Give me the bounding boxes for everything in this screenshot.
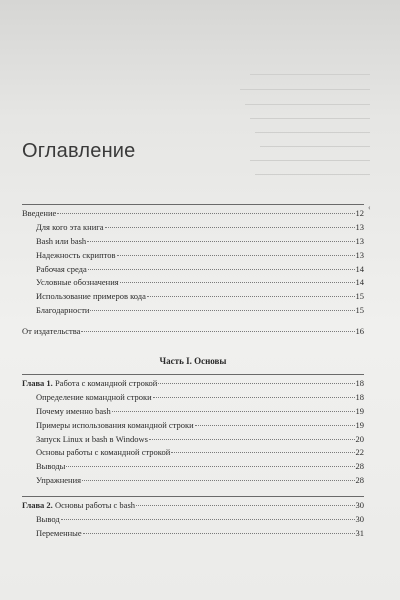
toc-entry[interactable] [22, 291, 364, 305]
toc-chapter-1[interactable] [22, 378, 364, 392]
toc-entry-page: 16 [355, 326, 364, 337]
toc-entry-label: Почему именно bash [36, 405, 111, 416]
bleed-through-line [255, 174, 370, 175]
divider [22, 204, 364, 205]
toc-entry-page: 12 [355, 208, 364, 218]
chapter-title: Работа с командной строкой [54, 378, 158, 389]
toc-entry[interactable] [22, 277, 364, 291]
leader-dots [61, 519, 355, 520]
leader-dots [112, 411, 355, 412]
leader-dots [81, 331, 354, 332]
toc-entry-page: 13 [355, 249, 364, 260]
toc-entry-page: 20 [355, 433, 364, 444]
toc-entry-label: Использование примеров кода [36, 291, 146, 302]
toc-entry-label: Вывод [36, 514, 60, 525]
toc-entry-page: 22 [355, 447, 364, 458]
leader-dots [82, 480, 354, 481]
spacer [22, 489, 364, 496]
toc-entry[interactable] [22, 420, 364, 434]
toc-entry-label: Запуск Linux и bash в Windows [36, 433, 148, 444]
toc-entry-publisher[interactable] [22, 326, 364, 340]
toc-entry-label: Bash или bash [36, 235, 87, 246]
bleed-through-line [245, 104, 370, 105]
part-heading: Часть I. Основы [159, 356, 227, 367]
leader-dots [136, 505, 354, 506]
toc-entry-label: Выводы [36, 461, 66, 472]
leader-dots [147, 296, 355, 297]
toc-entry-label: Переменные [36, 527, 82, 538]
toc-entry-page: 15 [355, 291, 364, 302]
toc-entry[interactable] [22, 236, 364, 250]
toc-entry-page: 18 [355, 391, 364, 402]
leader-dots [120, 282, 355, 283]
table-of-contents [22, 204, 364, 542]
bleed-through-line [260, 146, 370, 147]
toc-entry-label: Введение [22, 208, 57, 218]
leader-dots [87, 241, 354, 242]
toc-entry[interactable] [22, 264, 364, 278]
toc-entry-page: 14 [355, 277, 364, 288]
toc-entry-intro[interactable] [22, 208, 364, 222]
toc-entry-page: 18 [355, 378, 364, 389]
toc-entry-page: 15 [355, 305, 364, 316]
leader-dots [66, 466, 354, 467]
toc-entry[interactable] [22, 514, 364, 528]
leader-dots [83, 533, 355, 534]
leader-dots [88, 269, 355, 270]
toc-entry[interactable] [22, 222, 364, 236]
toc-entry-label: Надежность скриптов [36, 249, 116, 260]
toc-entry-label: Упражнения [36, 475, 82, 486]
bleed-through-line [250, 74, 370, 75]
chapter-prefix: Глава 2. [22, 500, 53, 511]
toc-entry-label: Условные обозначения [36, 277, 119, 288]
page-title: Оглавление [22, 140, 136, 162]
bleed-through-line [250, 160, 370, 161]
leader-dots [117, 255, 355, 256]
toc-entry-page: 14 [355, 263, 364, 274]
margin-mark: ‹ [368, 203, 371, 212]
bleed-through-line [240, 89, 370, 90]
toc-entry[interactable] [22, 305, 364, 319]
toc-entry-label: Примеры использования командной строки [36, 419, 194, 430]
divider [22, 374, 364, 375]
leader-dots [158, 383, 354, 384]
toc-entry[interactable] [22, 392, 364, 406]
chapter-title: Основы работы с bash [54, 500, 136, 511]
leader-dots [90, 310, 354, 311]
toc-entry-page: 19 [355, 405, 364, 416]
leader-dots [149, 439, 355, 440]
toc-entry[interactable] [22, 447, 364, 461]
toc-entry-label: Определение командной строки [36, 391, 152, 402]
toc-entry-page: 28 [355, 475, 364, 486]
toc-entry-label: Для кого эта книга [36, 221, 104, 232]
toc-entry-page: 28 [355, 461, 364, 472]
bleed-through-line [255, 132, 370, 133]
divider [22, 496, 364, 497]
toc-entry-page: 13 [355, 221, 364, 232]
toc-entry[interactable] [22, 475, 364, 489]
toc-entry[interactable] [22, 434, 364, 448]
leader-dots [195, 425, 355, 426]
toc-entry-label: Благодарности [36, 305, 90, 316]
leader-dots [153, 397, 355, 398]
toc-entry[interactable] [22, 250, 364, 264]
leader-dots [171, 452, 354, 453]
toc-entry-page: 13 [355, 235, 364, 246]
toc-entry-page: 30 [355, 514, 364, 525]
toc-chapter-2[interactable] [22, 500, 364, 514]
toc-entry-label: Основы работы с командной строкой [36, 447, 171, 458]
chapter-label [22, 378, 157, 388]
toc-entry-page: 31 [355, 527, 364, 538]
chapter-prefix: Глава 1. [22, 378, 53, 389]
leader-dots [105, 227, 355, 228]
toc-entry[interactable] [22, 461, 364, 475]
leader-dots [57, 213, 354, 214]
toc-entry[interactable] [22, 406, 364, 420]
toc-entry-label: Рабочая среда [36, 263, 87, 274]
toc-entry-page: 19 [355, 419, 364, 430]
toc-entry[interactable] [22, 528, 364, 542]
toc-entry-page: 30 [355, 500, 364, 511]
toc-entry-label: От издательства [22, 326, 81, 337]
spacer [22, 319, 364, 326]
chapter-label [22, 500, 135, 510]
bleed-through-line [250, 118, 370, 119]
